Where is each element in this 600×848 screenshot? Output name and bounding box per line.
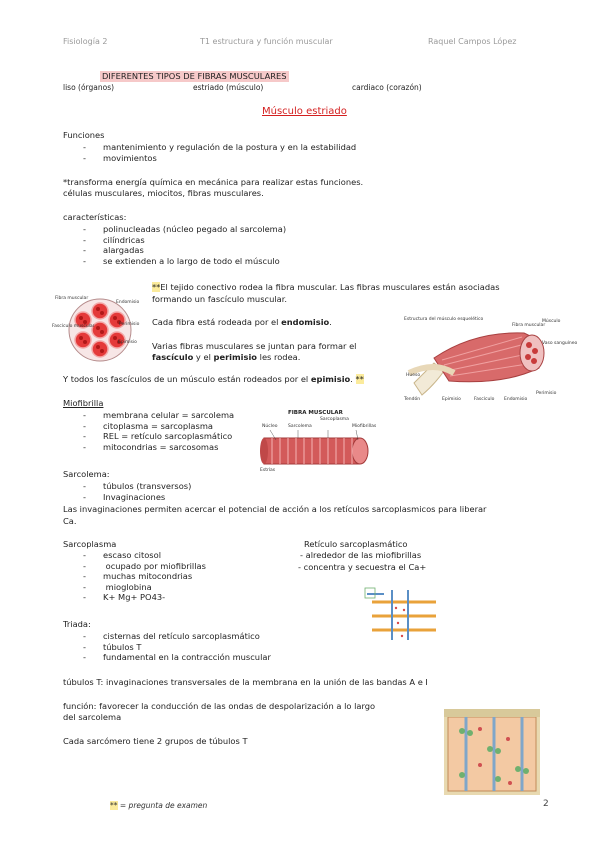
connective-p1: **El tejido conectivo rodea la fibra muscular. Las fibras musculares están asociadas: [152, 282, 500, 292]
fig2-label-fasciculo: Fascículo: [474, 397, 495, 402]
reticulo-item-1: - alrededor de las miofibrillas: [300, 550, 422, 560]
fig2-label-perimisio: Perimisio: [536, 391, 557, 396]
fig2-label-musculo: Músculo: [542, 319, 561, 324]
list-item: - cilíndricas: [83, 234, 145, 245]
reticulo-item-2: - concentra y secuestra el Ca+: [298, 562, 427, 572]
fig1-label-endomisio: Endomisio: [116, 300, 140, 305]
sarcomero-text: Cada sarcómero tiene 2 grupos de túbulos T: [63, 736, 248, 746]
funcion-text2: del sarcolema: [63, 712, 122, 722]
fig2-label-endomisio: Endomisio: [504, 397, 528, 402]
connective-p3: Varias fibras musculares se juntan para formar el: [152, 341, 357, 351]
type-smooth: liso (órganos): [63, 83, 115, 92]
fig2-label-tendon: Tendón: [404, 397, 421, 402]
ttubule-diagram: [444, 709, 540, 795]
sarcoplasma-list: [83, 550, 206, 603]
caracteristicas-heading: características:: [63, 212, 127, 222]
list-item: - movimientos: [83, 152, 157, 163]
header-author: Raquel Campos López: [428, 37, 517, 46]
list-item: - alargadas: [83, 245, 144, 255]
connective-p3b: fascículo y el perimisio les rodea.: [152, 352, 301, 362]
sarcolema-text1: Las invaginaciones permiten acercar el potencial de acción a los retículos sarcoplasmicos para liberar: [63, 504, 487, 514]
fig3-label-sarcolema: Sarcolema: [288, 424, 312, 429]
triada-list: [83, 631, 271, 663]
list-item: - polinucleadas (núcleo pegado al sarcolema): [83, 224, 287, 234]
funciones-list: [83, 142, 356, 163]
fiber-diagram: [258, 410, 378, 476]
miofibrilla-list: [83, 410, 234, 452]
triad-diagram: [362, 586, 438, 644]
sarcoplasma-heading: Sarcoplasma: [63, 539, 117, 549]
list-item: - cisternas del retículo sarcoplasmático: [83, 631, 260, 641]
list-item: - fundamental en la contracción muscular: [83, 652, 271, 662]
fig1-label-perimisio: Perimisio: [119, 322, 140, 327]
list-item: - mantenimiento y regulación de la postura y en la estabilidad: [83, 142, 357, 152]
reticulo-heading: Retículo sarcoplasmático: [304, 539, 408, 549]
fig1-label-fasciculo: Fascículo muscular: [52, 324, 95, 329]
footer-note: ** = pregunta de examen: [110, 801, 208, 810]
list-item: - túbulos T: [83, 641, 142, 652]
fig2-label-hueso: Hueso: [406, 373, 421, 378]
cells-text: células musculares, miocitos, fibras musculares.: [63, 188, 264, 198]
connective-p1b: formando un fascículo muscular.: [152, 294, 288, 304]
list-item: - membrana celular = sarcolema: [83, 410, 235, 420]
sarcolema-list: [83, 481, 191, 502]
list-item: - escaso citosol: [83, 550, 162, 560]
transform-text: *transforma energía química en mecánica para realizar estas funciones.: [63, 177, 364, 187]
list-item: - muchas mitocondrias: [83, 571, 193, 581]
connective-p4: Y todos los fascículos de un músculo están rodeados por el epimisio. **: [63, 374, 364, 384]
fig2-label-fibra: Fibra muscular: [512, 323, 546, 328]
list-item: - REL = retículo sarcoplasmático: [83, 431, 233, 441]
sarcolema-heading: Sarcolema:: [63, 469, 110, 479]
list-item: - K+ Mg+ PO43-: [83, 592, 166, 602]
list-item: - citoplasma = sarcoplasma: [83, 420, 213, 431]
triad-figure: [362, 586, 438, 644]
funcion-text1: función: favorecer la conducción de las ondas de despolarización a lo largo: [63, 701, 376, 711]
page-number: 2: [543, 799, 549, 809]
list-item: - Invaginaciones: [83, 491, 166, 502]
miofibrilla-heading: Miofibrilla: [63, 398, 104, 408]
fig3-title: FIBRA MUSCULAR: [288, 410, 343, 416]
header-subject: Fisiología 2: [63, 37, 108, 46]
sarcolema-text2: Ca.: [63, 516, 77, 526]
fig3-label-sarcoplasma: Sarcoplasma: [320, 417, 349, 422]
fig2-label-vaso: Vaso sanguíneo: [542, 341, 578, 346]
muscle-fiber-figure: [258, 410, 378, 476]
type-cardiac: cardiaco (corazón): [352, 83, 422, 92]
fig2-label-epimisio: Epimisio: [442, 397, 461, 402]
list-item: - túbulos (transversos): [83, 481, 192, 491]
list-item: - mioglobina: [83, 581, 152, 592]
funciones-heading: Funciones: [63, 130, 105, 140]
caracteristicas-list: [83, 224, 286, 266]
section-title: Músculo estriado: [262, 106, 347, 117]
list-item: - se extienden a lo largo de todo el músculo: [83, 255, 280, 266]
fig3-label-nucleo: Núcleo: [262, 424, 278, 429]
fig3-label-estrias: Estrías: [260, 468, 276, 473]
fascicle-figure: [52, 294, 147, 364]
connective-p2: Cada fibra está rodeada por el endomisio.: [152, 317, 332, 327]
fig2-title: Estructura del músculo esquelético: [404, 317, 484, 322]
fig3-label-miofibrillas: Miofibrillas: [352, 424, 377, 429]
header-topic: T1 estructura y función muscular: [200, 37, 333, 46]
list-item: - mitocondrias = sarcosomas: [83, 441, 219, 452]
tubulos-t-text: túbulos T: invaginaciones transversales de la membrana en la unión de las bandas A e I: [63, 677, 428, 687]
type-striated: estriado (músculo): [193, 83, 264, 92]
types-title: DIFERENTES TIPOS DE FIBRAS MUSCULARES: [102, 71, 287, 81]
triada-heading: Triada:: [63, 619, 91, 629]
fig1-label-epimisio: Epimisio: [118, 340, 137, 345]
list-item: - ocupado por miofibrillas: [83, 560, 206, 571]
muscle-structure-figure: [404, 313, 578, 403]
fig1-label-fibra: Fibra muscular: [55, 296, 89, 301]
ttubule-figure: [444, 709, 540, 795]
